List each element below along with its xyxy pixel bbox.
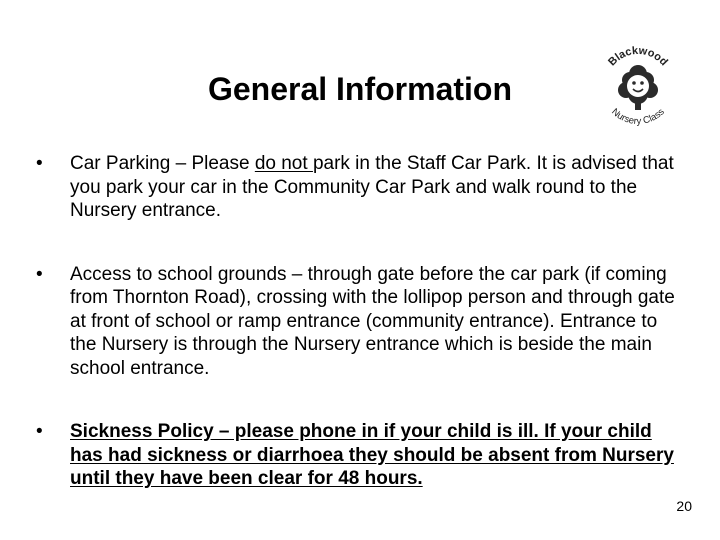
blackwood-nursery-logo bbox=[590, 36, 686, 132]
page-number: 20 bbox=[676, 498, 692, 514]
bullet-marker: • bbox=[36, 263, 43, 285]
bullet-list bbox=[36, 152, 676, 491]
bullet-car-parking bbox=[36, 152, 676, 223]
bullet-marker: • bbox=[36, 153, 43, 174]
bullet-marker: • bbox=[36, 421, 43, 442]
bullet-sickness-policy bbox=[36, 420, 676, 491]
svg-text:Blackwood: Blackwood bbox=[606, 44, 670, 69]
tree-face-icon bbox=[590, 36, 686, 132]
bullet-school-access bbox=[36, 263, 676, 381]
bullet-car-parking-lead: Car Parking – Please bbox=[70, 153, 255, 174]
bullet-car-parking-rest: park in the Staff Car Park. It is advised that you park your car in the Community Car Park and walk round to the Nursery entrance. bbox=[70, 153, 674, 221]
svg-text:Nursery Class: Nursery Class bbox=[609, 106, 667, 128]
bullet-school-access-text: Access to school grounds – through gate before the car park (if coming from Thornton Road), crossing with the lollipop person and through gate at front of school or ramp entrance (community entrance). Entrance to the Nursery is through the Nursery entrance which is beside the main school entrance. bbox=[70, 263, 675, 379]
bullet-sickness-policy-text: Sickness Policy – please phone in if your child is ill. If your child has had sickness or diarrhoea they should be absent from Nursery until they have been clear for 48 hours. bbox=[70, 421, 674, 489]
slide-title: General Information bbox=[207, 71, 513, 107]
bullet-car-parking-emphasis: do not bbox=[254, 153, 313, 174]
